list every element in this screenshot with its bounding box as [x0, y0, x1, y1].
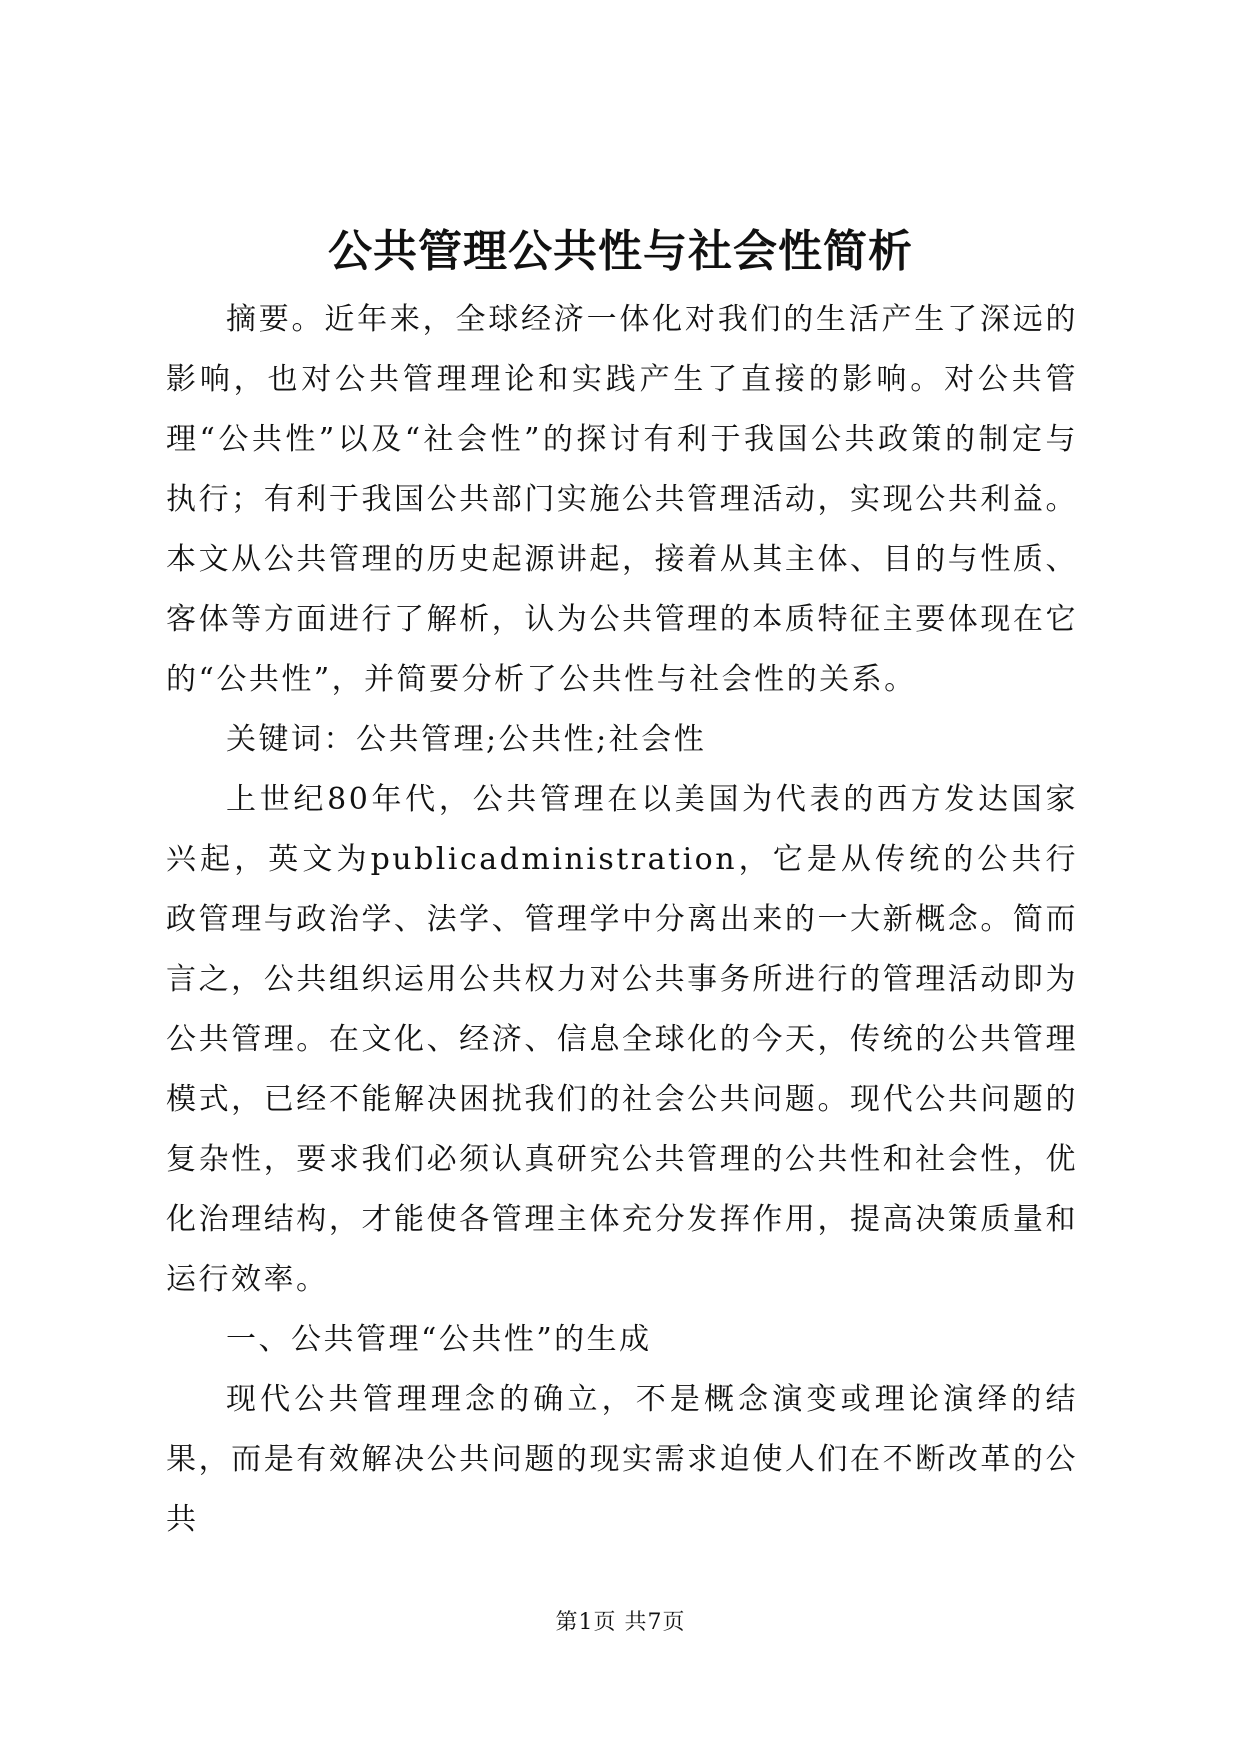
section-paragraph: 现代公共管理理念的确立，不是概念演变或理论演绎的结果，而是有效解决公共问题的现实需求迫使人们在不断改革的公共	[166, 1382, 1078, 1537]
document-body	[166, 290, 1078, 1550]
document-title: 公共管理公共性与社会性简析	[328, 226, 913, 277]
abstract-paragraph: 摘要。近年来，全球经济一体化对我们的生活产生了深远的影响，也对公共管理理论和实践产生了直接的影响。对公共管理“公共性”以及“社会性”的探讨有利于我国公共政策的制定与执行；有利于我国公共部门实施公共管理活动，实现公共利益。本文从公共管理的历史起源讲起，接着从其主体、目的与性质、客体等方面进行了解析，认为公共管理的本质特征主要体现在它的“公共性”，并简要分析了公共性与社会性的关系。	[166, 302, 1078, 697]
page-footer: 第1页 共7页	[555, 1610, 686, 1635]
section-heading: 一、公共管理“公共性”的生成	[226, 1322, 652, 1357]
intro-paragraph: 上世纪80年代，公共管理在以美国为代表的西方发达国家兴起，英文为publicadministration，它是从传统的公共行政管理与政治学、法学、管理学中分离出来的一大新概念。简而言之，公共组织运用公共权力对公共事务所进行的管理活动即为公共管理。在文化、经济、信息全球化的今天，传统的公共管理模式，已经不能解决困扰我们的社会公共问题。现代公共问题的复杂性，要求我们必须认真研究公共管理的公共性和社会性，优化治理结构，才能使各管理主体充分发挥作用，提高决策质量和运行效率。	[166, 782, 1078, 1297]
keywords-paragraph: 关键词：公共管理;公共性;社会性	[226, 722, 707, 757]
